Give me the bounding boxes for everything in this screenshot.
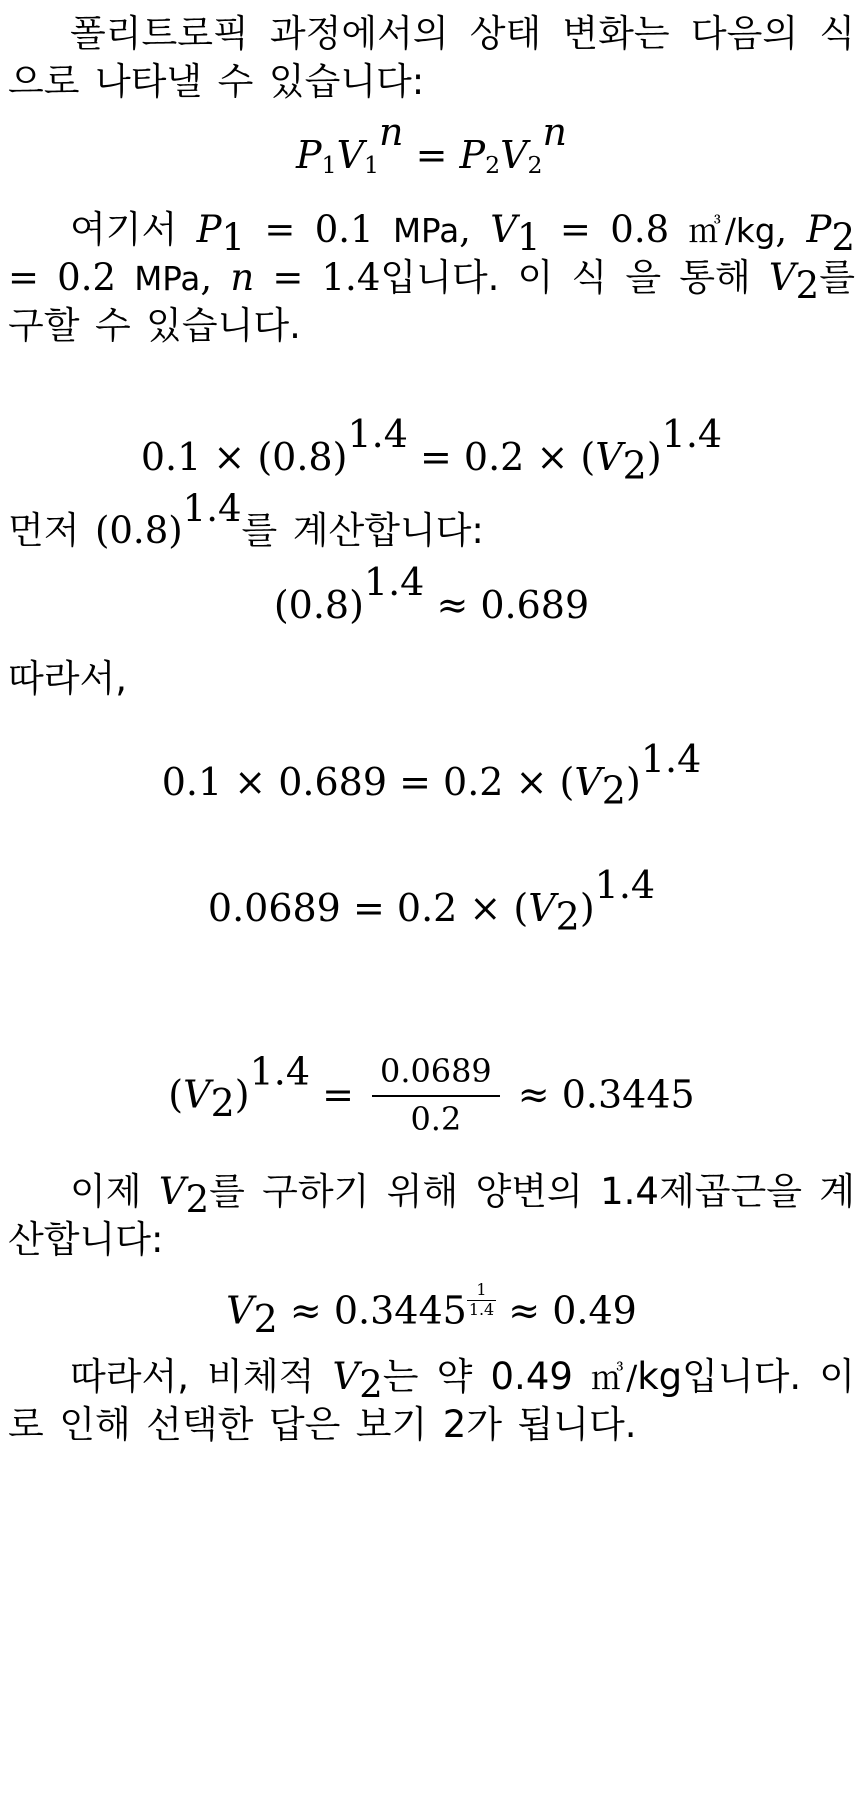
paragraph-given-values: [8, 206, 855, 350]
step5-equals: =: [322, 1072, 354, 1117]
exp-n-left: n: [379, 110, 404, 155]
step5-V: V: [183, 1072, 211, 1117]
step3-V-sub: 2: [601, 768, 626, 813]
given-n-value: = 1.4: [254, 255, 381, 299]
step4-times: ×: [469, 885, 502, 930]
paragraph-intro: [8, 10, 855, 106]
intro-line-2: 는 다음의 식으로 나타낼 수 있습니다:: [8, 12, 855, 104]
final-V: V: [226, 1288, 254, 1333]
given-comma-1: ,: [459, 207, 491, 251]
power-value: 0.689: [480, 582, 590, 627]
root-step-c: 제곱근을 계산합니다:: [8, 1169, 856, 1262]
symbol-P1: P: [296, 133, 322, 178]
given-P1-sub: 1: [221, 215, 246, 259]
given-P1-unit: MPa: [392, 211, 460, 250]
symbol-V2: V: [500, 133, 528, 178]
conclusion-unit: ㎥/: [591, 1359, 638, 1398]
fraction-denominator: 0.2: [410, 1100, 462, 1139]
step4-V: V: [528, 885, 556, 930]
step-first-exp: 1.4: [182, 487, 242, 531]
conclusion-V: V: [332, 1355, 360, 1399]
exp-n-right: n: [542, 110, 567, 155]
given-P2-sub: 2: [831, 215, 855, 259]
equation-polytropic: [8, 110, 855, 180]
sub-P2: 2: [485, 151, 501, 180]
given-V1-sub: 1: [517, 215, 541, 259]
sub-V2: 2: [527, 151, 543, 180]
fraction-0689-over-02: [372, 1052, 500, 1140]
sub-eq-paren-close: ): [646, 434, 662, 479]
step-first-base: (0.8): [94, 509, 183, 553]
given-comma-3: ,: [200, 255, 231, 299]
given-n-symbol: n: [230, 255, 255, 299]
step5-paren-close: ): [234, 1072, 250, 1117]
conclusion-b: 는 약 0.49: [382, 1355, 592, 1399]
sub-eq-base-1: (0.8): [257, 434, 348, 479]
paragraph-therefore: [8, 655, 855, 703]
given-prefix: 여기서: [70, 207, 197, 251]
sub-eq-b: 0.2: [463, 434, 525, 479]
paragraph-root-step: [8, 1168, 855, 1264]
equation-final-value: [8, 1280, 855, 1341]
equation-power-value: [8, 559, 855, 630]
given-P2-value: = 0.2: [8, 255, 135, 299]
given-P1-value: = 0.1: [245, 207, 393, 251]
conclusion-V-sub: 2: [359, 1363, 383, 1407]
final-approx-2: ≈: [508, 1288, 541, 1333]
conclusion-a: 따라서, 비체적: [70, 1355, 333, 1399]
equation-step-3: [8, 737, 855, 813]
power-approx-sign: ≈: [436, 582, 469, 627]
given-tail-2b: 를 구할 수 있습니다.: [8, 255, 855, 347]
conclusion-d: 기 2가 됩니다.: [391, 1403, 637, 1447]
given-P1-symbol: P: [196, 207, 222, 251]
sub-P1: 1: [321, 151, 337, 180]
sub-eq-V-sub: 2: [622, 443, 647, 488]
equals-sign: =: [415, 133, 448, 178]
step3-times-2: ×: [515, 760, 548, 805]
power-exp: 1.4: [363, 559, 425, 604]
step3-V: V: [574, 760, 602, 805]
step4-paren-close: ): [579, 885, 595, 930]
sub-eq-times-2: ×: [536, 434, 569, 479]
exponent-numerator: 1: [467, 1282, 496, 1301]
step3-paren-close: ): [625, 760, 641, 805]
given-V1-unit: ㎥/kg: [688, 211, 776, 250]
given-P2-unit: MPa: [134, 259, 201, 298]
sub-eq-a: 0.1: [140, 434, 202, 479]
step5-value: 0.3445: [561, 1072, 695, 1117]
power-base: (0.8): [273, 582, 364, 627]
paragraph-step-first: [8, 487, 855, 555]
given-V1-symbol: V: [490, 207, 518, 251]
sub-V1: 1: [364, 151, 379, 180]
sub-eq-paren-open: (: [580, 434, 596, 479]
step4-c: 0.2: [396, 885, 458, 930]
given-tail-2a: 을 통해: [625, 255, 769, 299]
step4-equals: =: [352, 885, 385, 930]
step3-b: 0.689: [278, 760, 388, 805]
step5-V-sub: 2: [210, 1080, 235, 1125]
conclusion-c: kg입니다. 이로 인해 선택한 답은 보: [8, 1355, 855, 1447]
sub-eq-times-1: ×: [213, 434, 246, 479]
step3-paren-open: (: [559, 760, 575, 805]
final-value-2: 0.49: [552, 1288, 637, 1333]
symbol-V1: V: [336, 133, 365, 178]
sub-eq-exp-2: 1.4: [661, 412, 723, 457]
sub-eq-V: V: [595, 434, 623, 479]
root-step-a: 이제: [70, 1169, 159, 1213]
equation-step-5: [8, 1049, 855, 1142]
paragraph-conclusion: [8, 1353, 855, 1449]
given-tail-V2-sub: 2: [795, 263, 820, 307]
step4-V-sub: 2: [555, 894, 580, 939]
step4-paren-open: (: [513, 885, 529, 930]
given-tail-1: 입니다. 이 식: [380, 255, 608, 299]
intro-line-1: 폴리트로픽 과정에서의 상태 변화: [70, 12, 634, 55]
given-comma-2: ,: [775, 207, 788, 251]
equation-substituted: [8, 412, 855, 488]
step-first-b: 를 계산합니다:: [241, 509, 484, 553]
step5-exp: 1.4: [249, 1049, 311, 1094]
step5-approx-sign: ≈: [517, 1072, 550, 1117]
step3-equals: =: [399, 760, 431, 805]
therefore-text: 따라서,: [8, 657, 127, 701]
root-step-V: V: [158, 1169, 186, 1213]
step4-a: 0.0689: [207, 885, 341, 930]
fraction-numerator: 0.0689: [372, 1052, 500, 1097]
given-P2-symbol: P: [806, 207, 832, 251]
exponent-one-over-1-4: [467, 1282, 496, 1319]
given-tail-V2: V: [768, 255, 796, 299]
step3-times-1: ×: [234, 760, 267, 805]
step3-a: 0.1: [161, 760, 223, 805]
step-first-a: 먼저: [8, 509, 95, 553]
step3-c: 0.2: [443, 760, 504, 805]
root-step-b: 를 구하기 위해 양변의 1.4: [209, 1169, 659, 1213]
sub-eq-equals: =: [419, 434, 452, 479]
root-step-V-sub: 2: [185, 1178, 210, 1222]
step3-exp: 1.4: [640, 737, 702, 782]
final-V-sub: 2: [253, 1297, 278, 1341]
final-approx-1: ≈: [289, 1288, 322, 1333]
equation-step-4: [8, 862, 855, 939]
exponent-denominator: 1.4: [468, 1299, 495, 1319]
sub-eq-exp-1: 1.4: [347, 412, 408, 457]
final-value-1: 0.3445: [333, 1288, 467, 1333]
symbol-P2: P: [459, 133, 486, 178]
given-V1-value: = 0.8: [540, 207, 689, 251]
step5-paren-open: (: [168, 1072, 184, 1117]
step4-exp: 1.4: [594, 862, 656, 907]
